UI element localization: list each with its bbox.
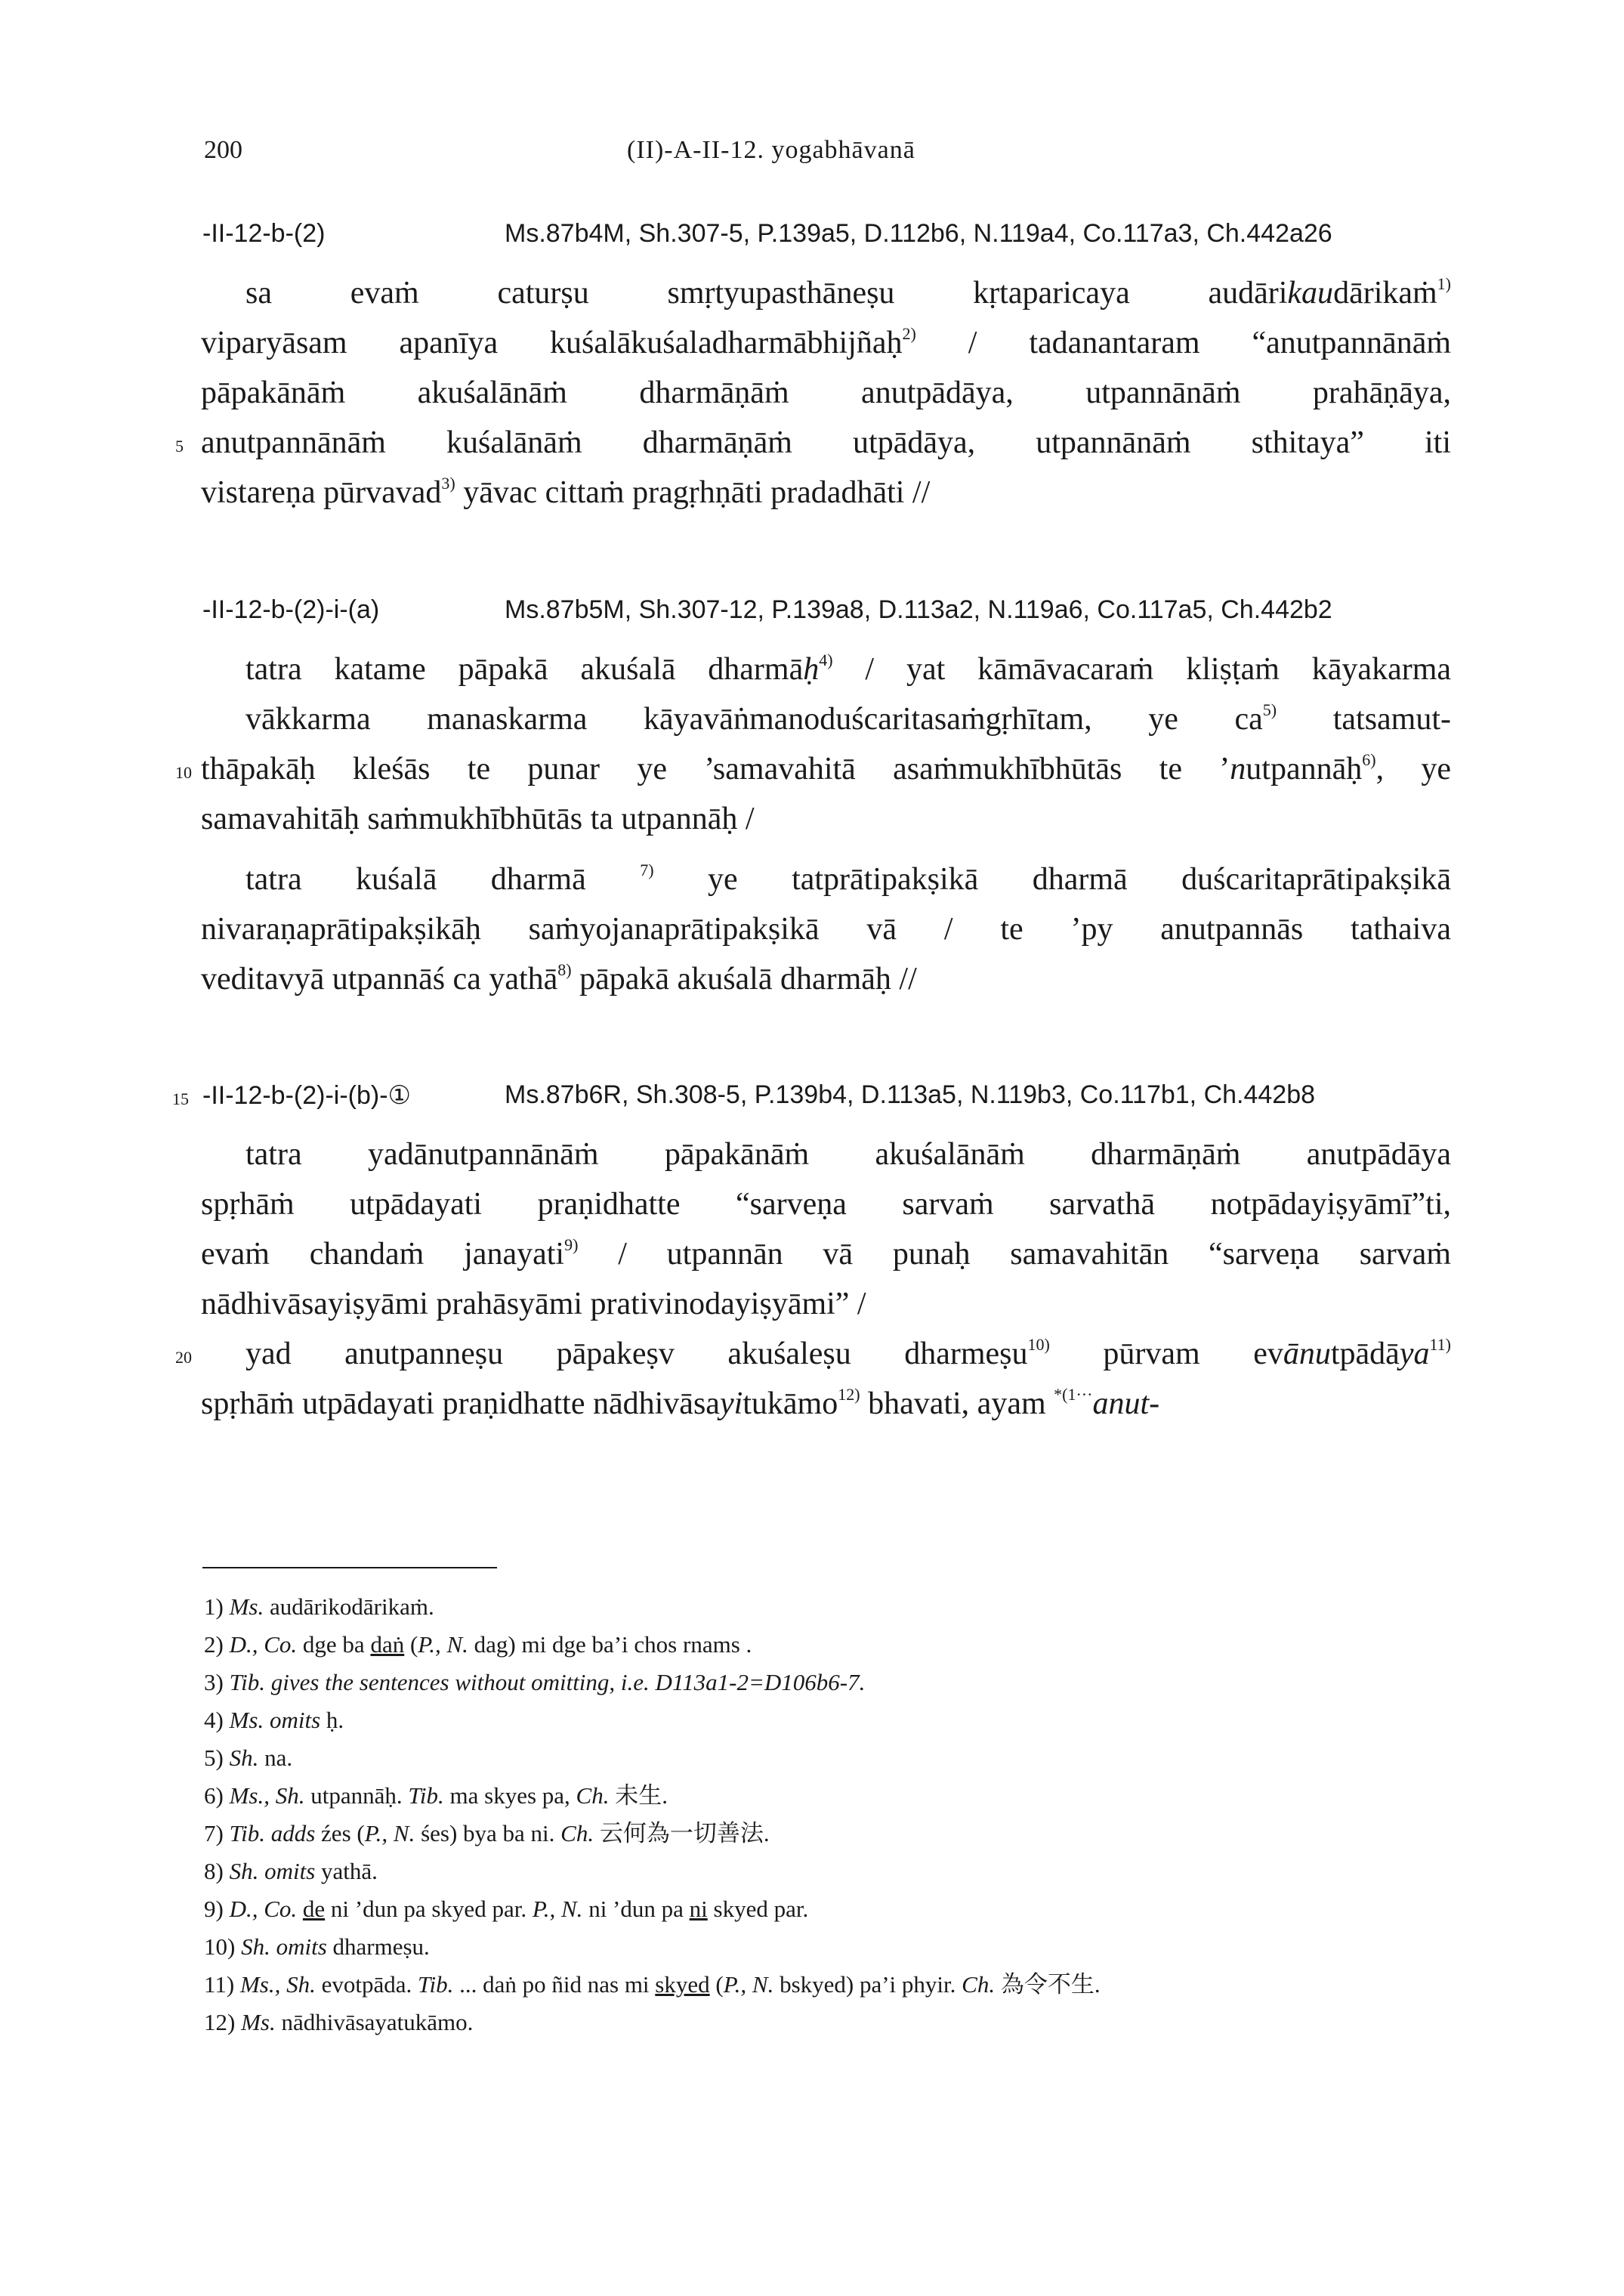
line-number: 5	[175, 437, 184, 456]
text-line: veditavyā utpannāś ca yathā$^{8)}$ pāpakā akuśalā dharmāḥ //	[201, 960, 917, 997]
footnote: 3) Tib. gives the sentences without omitting, i.e. D113a1-2=D106b6-7.	[204, 1669, 866, 1695]
section-refs: Ms.87b5M, Sh.307-12, P.139a8, D.113a2, N.119a6, Co.117a5, Ch.442b2	[505, 595, 1332, 624]
page-header	[204, 136, 1443, 181]
footnote: 1) Ms. audārikodārikaṁ.	[204, 1593, 434, 1620]
footnote: 10) Sh. omits dharmeṣu.	[204, 1933, 430, 1960]
footnote: 7) Tib. adds źes (P., N. śes) bya ba ni. Ch. 云何為一切善法.	[204, 1820, 770, 1846]
text-line: sa evaṁ caturṣu smṛtyupasthāneṣu kṛtaparicaya audārikaudārikaṁ$^{1)}$	[245, 274, 1451, 311]
footnote: 11) Ms., Sh. evotpāda. Tib. ... daṅ po ñid nas mi skyed (P., N. bskyed) pa’i phyir. Ch. 為令不生.	[204, 1971, 1101, 1998]
text-line: anutpannānāṁ kuśalānāṁ dharmāṇāṁ utpādāya, utpannānāṁ sthitaya” iti	[201, 425, 1451, 460]
footnote: 8) Sh. omits yathā.	[204, 1858, 378, 1884]
footnote-rule	[202, 1567, 497, 1568]
text-line: pāpakānāṁ akuśalānāṁ dharmāṇāṁ anutpādāya, utpannānāṁ prahāṇāya,	[201, 375, 1451, 410]
footnote: 2) D., Co. dge ba daṅ (P., N. dag) mi dge ba’i chos rnams .	[204, 1631, 752, 1658]
section-heading	[202, 595, 1487, 638]
footnote: 4) Ms. omits ḥ.	[204, 1707, 344, 1733]
running-title: (II)-A-II-12. yogabhāvanā	[627, 136, 915, 164]
section-id: -II-12-b-(2)-i-(b)-①	[202, 1081, 412, 1110]
footnote: 5) Sh. na.	[204, 1744, 293, 1771]
text-line: yad anutpanneṣu pāpakeṣv akuśaleṣu dharmeṣu$^{10)}$ pūrvam evānutpādāya$^{11)}$	[245, 1335, 1451, 1371]
text-line: spṛhāṁ utpādayati praṇidhatte “sarveṇa sarvaṁ sarvathā notpādayiṣyāmī”ti,	[201, 1187, 1451, 1222]
text-line: nivaraṇaprātipakṣikāḥ saṁyojanaprātipakṣikā vā / te ’py anutpannās tathaiva	[201, 912, 1451, 947]
text-line: vistareṇa pūrvavad$^{3)}$ yāvac cittaṁ pragṛhṇāti pradadhāti //	[201, 474, 931, 510]
section-heading	[202, 219, 1487, 261]
footnote: 9) D., Co. de ni ’dun pa skyed par. P., N. ni ’dun pa ni skyed par.	[204, 1896, 809, 1922]
text-line: evaṁ chandaṁ janayati$^{9)}$ / utpannān vā punaḥ samavahitān “sarveṇa sarvaṁ	[201, 1235, 1451, 1272]
text-line: vākkarma manaskarma kāyavāṅmanoduścaritasaṁgṛhītam, ye $ca^{5)}$ tatsamut-	[245, 700, 1452, 737]
text-line: viparyāsam apanīya kuśalākuśaladharmābhijñaḥ$^{2)}$ / tadanantaram “anutpannānāṁ	[201, 324, 1452, 360]
section-id: -II-12-b-(2)-i-(a)	[202, 595, 380, 624]
section-heading	[202, 1080, 1487, 1123]
text-line: tatra kuśalā dharmā $^{7)}$ ye tatprātipakṣikā dharmā duścaritaprātipakṣikā	[245, 861, 1452, 897]
text-line: tatra yadānutpannānāṁ pāpakānāṁ akuśalānāṁ dharmāṇāṁ anutpādāya	[245, 1137, 1451, 1172]
text-line: spṛhāṁ utpādayati praṇidhatte nādhivāsayitukāmo$^{12)}$ bhavati, ayam $^{*(1\cdot\cdot\cdot}$anut-	[201, 1385, 1160, 1421]
text-line: samavahitāḥ saṁmukhībhūtās ta utpannāḥ /	[201, 802, 755, 836]
text-line: nādhivāsayiṣyāmi prahāsyāmi prativinodayiṣyāmi” /	[201, 1287, 866, 1321]
text-line: tatra katame pāpakā akuśalā dharmāḥ$^{4)}$ / yat kāmāvacaraṁ kliṣṭaṁ kāyakarma	[245, 650, 1452, 687]
text-line: thāpakāḥ kleśās te punar ye ’samavahitā asaṁmukhībhūtās te ’nutpannāḥ$^{6)}$, ye	[201, 750, 1451, 786]
footnote: 6) Ms., Sh. utpannāḥ. Tib. ma skyes pa, Ch. 未生.	[204, 1782, 668, 1809]
page-number: 200	[204, 136, 242, 164]
line-number: 15	[172, 1089, 189, 1108]
line-number: 10	[175, 763, 192, 782]
footnote: 12) Ms. nādhivāsayatukāmo.	[204, 2009, 474, 2035]
section-refs: Ms.87b6R, Sh.308-5, P.139b4, D.113a5, N.119b3, Co.117b1, Ch.442b8	[505, 1080, 1316, 1109]
section-id: -II-12-b-(2)	[202, 219, 326, 248]
line-number: 20	[175, 1348, 192, 1367]
section-refs: Ms.87b4M, Sh.307-5, P.139a5, D.112b6, N.119a4, Co.117a3, Ch.442a26	[505, 219, 1332, 248]
